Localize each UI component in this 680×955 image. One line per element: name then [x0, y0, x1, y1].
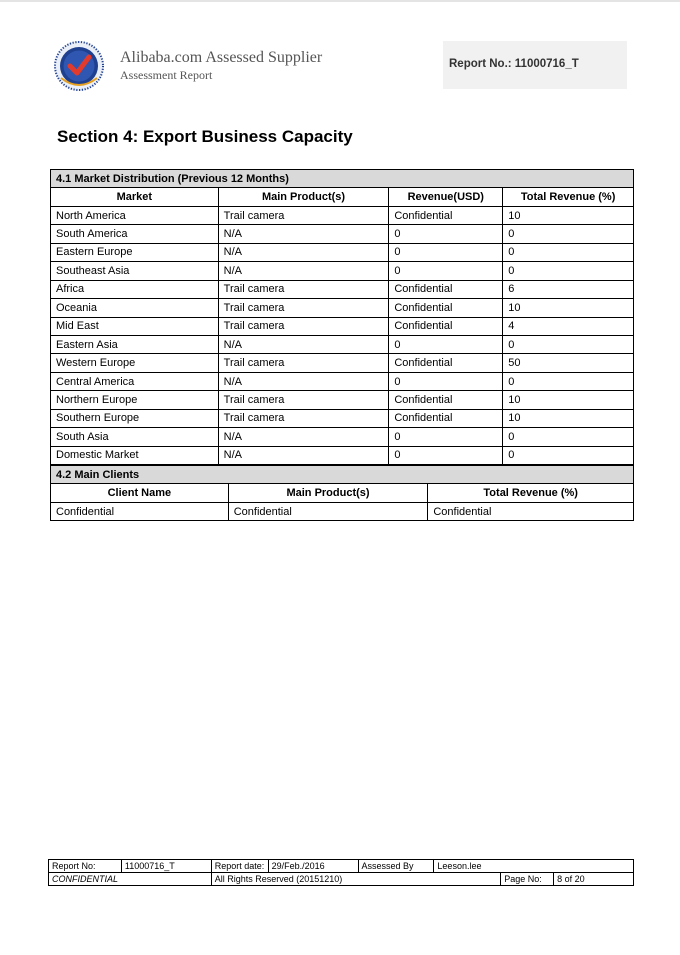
table-cell: 10: [503, 206, 634, 224]
column-header: Total Revenue (%): [503, 188, 634, 206]
table-cell: N/A: [218, 262, 389, 280]
table-cell: Southeast Asia: [51, 262, 219, 280]
table-row: [51, 335, 634, 353]
table-row: [51, 262, 634, 280]
table-cell: Trail camera: [218, 354, 389, 372]
footer-report-no-value: 11000716_T: [121, 860, 211, 873]
brand-title: Alibaba.com Assessed Supplier: [120, 49, 323, 66]
table-cell: 50: [503, 354, 634, 372]
table-cell: North America: [51, 206, 219, 224]
table-cell: 0: [389, 428, 503, 446]
footer-rights: All Rights Reserved (20151210): [211, 873, 500, 886]
table-row: [51, 206, 634, 224]
table-cell: 0: [389, 243, 503, 261]
table-row: [51, 409, 634, 427]
top-rule: [0, 0, 680, 2]
table-header-row: [51, 188, 634, 206]
page-footer: [48, 859, 634, 886]
table-cell: Confidential: [389, 354, 503, 372]
table-cell: Trail camera: [218, 409, 389, 427]
column-header: Main Product(s): [228, 484, 428, 502]
footer-report-date-value: 29/Feb./2016: [268, 860, 358, 873]
table-cell: Trail camera: [218, 317, 389, 335]
table-section-heading: [51, 170, 634, 188]
column-header: Total Revenue (%): [428, 484, 634, 502]
table-row: [51, 299, 634, 317]
market-distribution-heading: 4.1 Market Distribution (Previous 12 Months): [51, 170, 634, 188]
table-row: [51, 391, 634, 409]
table-cell: Trail camera: [218, 299, 389, 317]
table-cell: Eastern Europe: [51, 243, 219, 261]
footer-confidential: CONFIDENTIAL: [49, 873, 212, 886]
table-cell: Confidential: [228, 502, 428, 520]
table-cell: 0: [503, 225, 634, 243]
table-cell: 6: [503, 280, 634, 298]
footer-report-no-label: Report No:: [49, 860, 122, 873]
table-cell: N/A: [218, 372, 389, 390]
table-cell: Central America: [51, 372, 219, 390]
table-cell: 10: [503, 409, 634, 427]
column-header: Client Name: [51, 484, 229, 502]
table-cell: Trail camera: [218, 206, 389, 224]
table-cell: Confidential: [51, 502, 229, 520]
market-distribution-table: [50, 169, 634, 465]
table-cell: 0: [503, 428, 634, 446]
table-cell: Trail camera: [218, 280, 389, 298]
table-cell: 0: [503, 372, 634, 390]
table-cell: Confidential: [389, 317, 503, 335]
table-row: [51, 317, 634, 335]
column-header: Main Product(s): [218, 188, 389, 206]
table-cell: 0: [389, 372, 503, 390]
table-cell: South America: [51, 225, 219, 243]
table-cell: 0: [503, 446, 634, 464]
supplier-seal-logo: [53, 40, 105, 92]
table-row: [51, 428, 634, 446]
table-cell: Domestic Market: [51, 446, 219, 464]
table-cell: 0: [389, 446, 503, 464]
table-cell: 4: [503, 317, 634, 335]
main-clients-table: [50, 465, 634, 521]
report-number: Report No.: 11000716_T: [449, 58, 579, 70]
table-row: [51, 280, 634, 298]
table-cell: Eastern Asia: [51, 335, 219, 353]
table-cell: Confidential: [389, 299, 503, 317]
table-row: [51, 502, 634, 520]
section-title: Section 4: Export Business Capacity: [57, 127, 353, 146]
table-cell: Confidential: [428, 502, 634, 520]
footer-page-no-value: 8 of 20: [554, 873, 634, 886]
table-row: [51, 243, 634, 261]
table-cell: 0: [503, 243, 634, 261]
main-clients-heading: 4.2 Main Clients: [51, 466, 634, 484]
footer-assessed-by-value: Leeson.lee: [434, 860, 634, 873]
table-cell: 0: [503, 262, 634, 280]
table-cell: N/A: [218, 243, 389, 261]
report-number-box: [443, 41, 627, 89]
table-cell: 10: [503, 391, 634, 409]
table-header-row: [51, 484, 634, 502]
table-cell: N/A: [218, 428, 389, 446]
table-section-heading: [51, 466, 634, 484]
table-cell: N/A: [218, 335, 389, 353]
table-cell: N/A: [218, 225, 389, 243]
table-cell: Confidential: [389, 280, 503, 298]
footer-report-date-label: Report date:: [211, 860, 268, 873]
table-cell: Northern Europe: [51, 391, 219, 409]
table-row: [51, 354, 634, 372]
table-cell: Africa: [51, 280, 219, 298]
table-cell: 0: [503, 335, 634, 353]
table-cell: Southern Europe: [51, 409, 219, 427]
table-cell: Confidential: [389, 409, 503, 427]
table-cell: N/A: [218, 446, 389, 464]
table-row: [51, 372, 634, 390]
table-cell: Western Europe: [51, 354, 219, 372]
table-cell: 0: [389, 262, 503, 280]
table-cell: Mid East: [51, 317, 219, 335]
table-cell: Confidential: [389, 391, 503, 409]
table-cell: South Asia: [51, 428, 219, 446]
column-header: Revenue(USD): [389, 188, 503, 206]
brand-subtitle: Assessment Report: [120, 68, 213, 82]
table-row: [51, 446, 634, 464]
table-cell: 0: [389, 335, 503, 353]
table-cell: Trail camera: [218, 391, 389, 409]
table-row: [51, 225, 634, 243]
table-cell: 0: [389, 225, 503, 243]
table-cell: 10: [503, 299, 634, 317]
footer-assessed-by-label: Assessed By: [358, 860, 434, 873]
table-cell: Confidential: [389, 206, 503, 224]
table-cell: Oceania: [51, 299, 219, 317]
footer-page-no-label: Page No:: [501, 873, 554, 886]
column-header: Market: [51, 188, 219, 206]
